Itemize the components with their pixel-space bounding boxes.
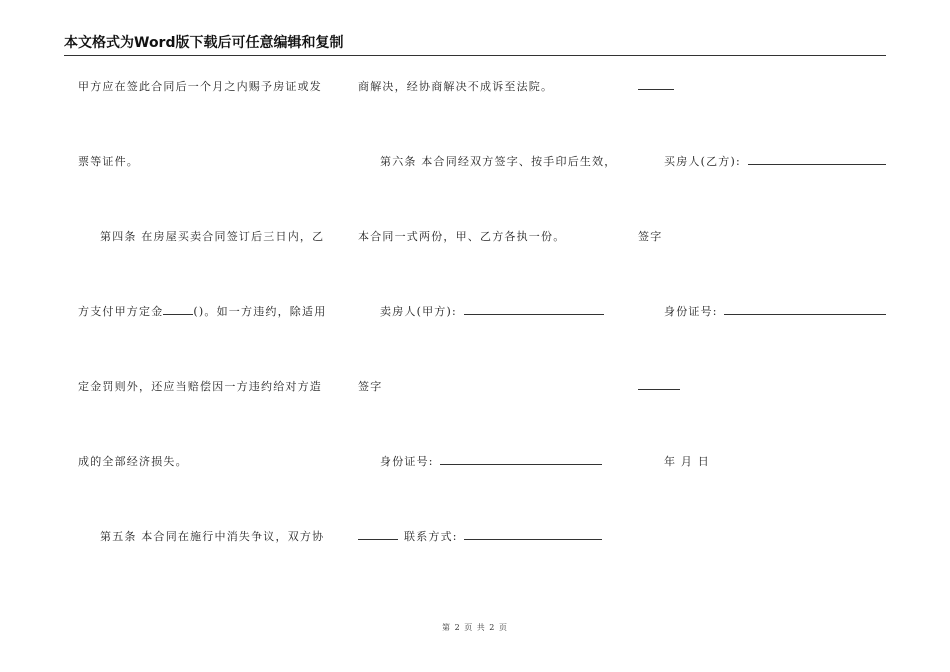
col2-line-2: 第六条 本合同经双方签字、按手印后生效， xyxy=(380,155,617,168)
buyer-id-label: 身份证号: xyxy=(664,305,718,318)
col1-line-2: 票等证件。 xyxy=(78,155,139,168)
seller-contact-blank xyxy=(464,530,602,540)
col1-line-7: 第五条 本合同在施行中消失争议，双方协 xyxy=(100,530,325,543)
col2-line-3: 本合同一式两份，甲、乙方各执一份。 xyxy=(358,230,566,243)
col2-line-1: 商解决，经协商解决不成诉至法院。 xyxy=(358,80,554,93)
buyer-line xyxy=(664,155,886,169)
col1-line-1: 甲方应在签此合同后一个月之内赐予房证或发 xyxy=(78,80,322,93)
col3-line-1 xyxy=(638,80,674,94)
buyer-signature-label: 签字 xyxy=(638,230,663,243)
seller-label: 卖房人(甲方): xyxy=(380,305,457,318)
buyer-label: 买房人(乙方): xyxy=(664,155,741,168)
page-number: 第 2 页 共 2 页 xyxy=(442,623,508,632)
buyer-id-line xyxy=(664,305,886,319)
col3-mid-blank xyxy=(638,380,680,390)
contact-lead-blank xyxy=(358,530,398,540)
buyer-blank xyxy=(748,155,886,165)
col1-line-4 xyxy=(78,305,326,319)
col1-line-3: 第四条 在房屋买卖合同签订后三日内，乙 xyxy=(100,230,325,243)
seller-blank xyxy=(464,305,604,315)
col1-line-5: 定金罚则外，还应当赔偿因一方违约给对方造 xyxy=(78,380,322,393)
col3-top-blank xyxy=(638,80,674,90)
seller-id-blank xyxy=(440,455,602,465)
seller-contact-line xyxy=(358,530,602,544)
date-label: 年 月 日 xyxy=(664,455,710,468)
buyer-id-blank xyxy=(724,305,886,315)
seller-contact-label: 联系方式: xyxy=(404,530,458,543)
deposit-blank xyxy=(163,305,193,315)
seller-id-line xyxy=(380,455,602,469)
seller-signature-label: 签字 xyxy=(358,380,383,393)
col1-line-4-end: ()。如一方违约，除适用 xyxy=(193,305,327,318)
col1-line-6: 成的全部经济损失。 xyxy=(78,455,188,468)
seller-line xyxy=(380,305,604,319)
col3-line-5 xyxy=(638,380,680,394)
seller-id-label: 身份证号: xyxy=(380,455,434,468)
col1-line-4-start: 方支付甲方定金 xyxy=(78,305,164,318)
document-header: 本文格式为Word版下载后可任意编辑和复制 xyxy=(64,32,886,56)
